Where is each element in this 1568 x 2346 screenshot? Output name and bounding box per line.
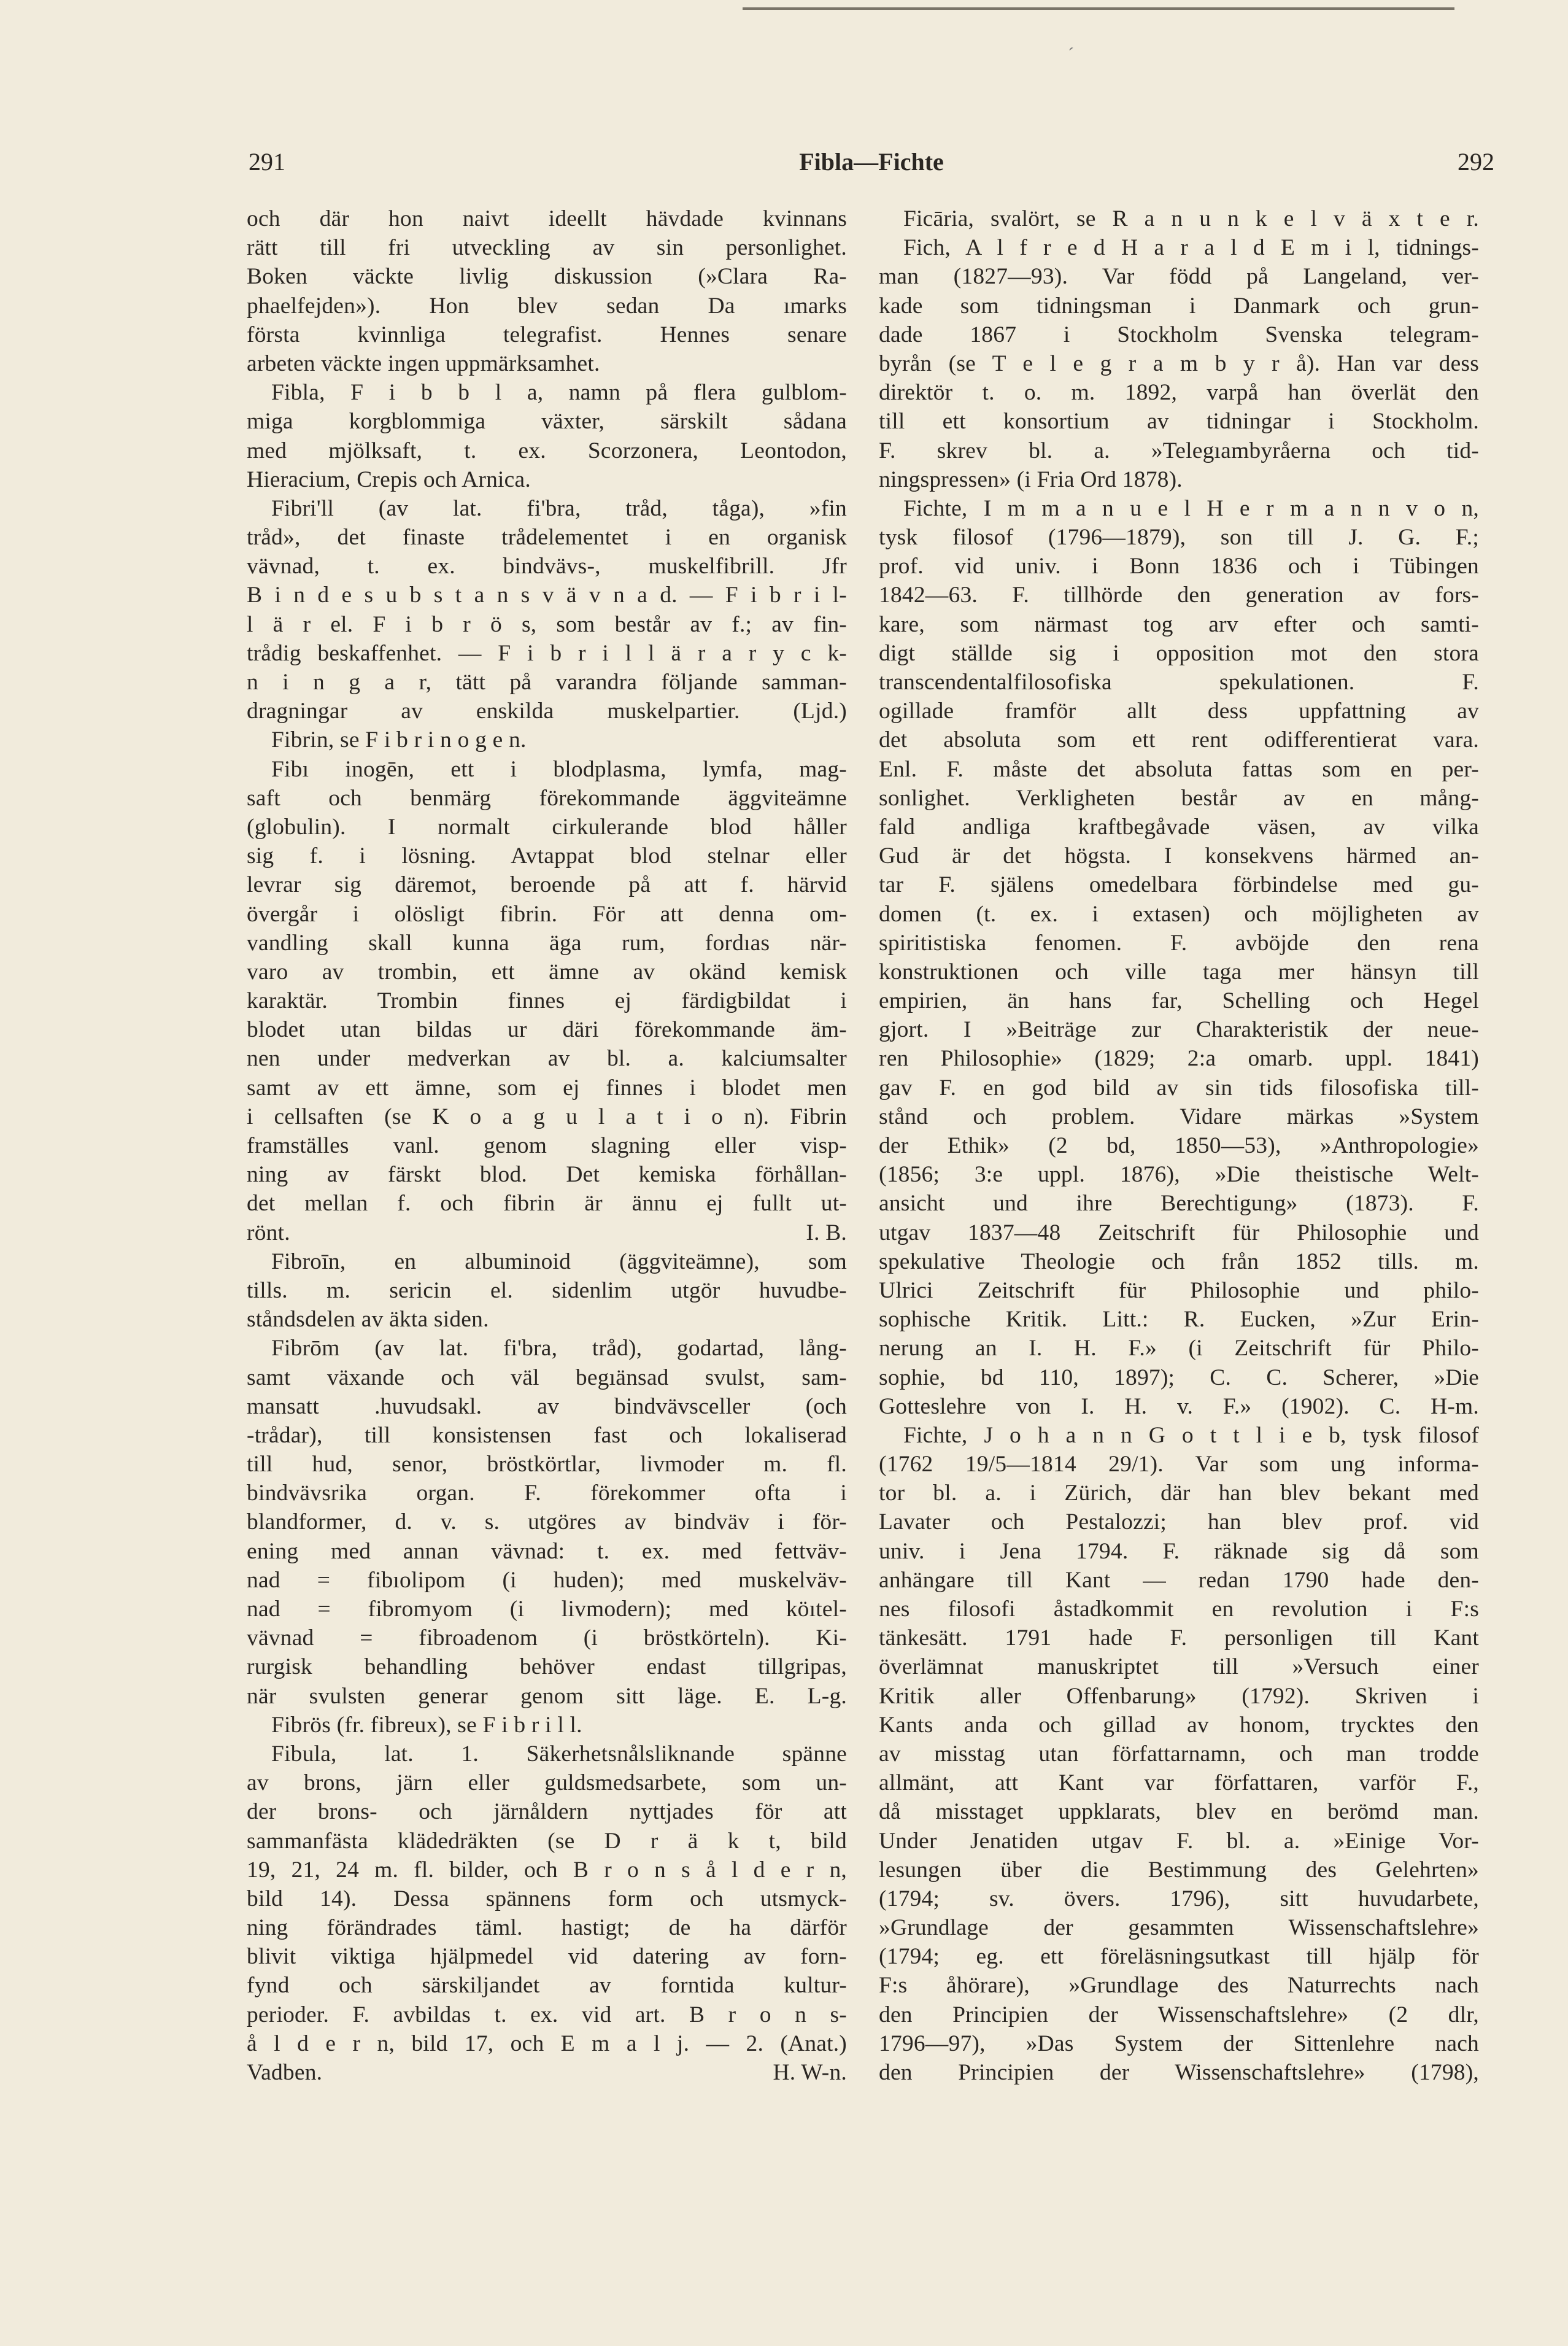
text-line: till ett konsortium av tidningar i Stockholm.: [879, 409, 1479, 435]
text-line: då misstaget uppklarats, blev en berömd man.: [879, 1799, 1479, 1825]
text-line: varo av trombin, ett ämne av okänd kemisk: [247, 959, 847, 985]
text-line: domen (t. ex. i extasen) och möjligheten av: [879, 901, 1479, 927]
text-line: 19, 21, 24 m. fl. bilder, och B r o n s å l d e r n,: [247, 1857, 847, 1883]
text-line: nerung an I. H. F.» (i Zeitschrift für Philo-: [879, 1336, 1479, 1361]
text-line: ståndsdelen av äkta siden.: [247, 1307, 489, 1333]
text-line: gjort. I »Beiträge zur Charakteristik der neue-: [879, 1017, 1479, 1043]
text-line: Fibı inogēn, ett i blodplasma, lymfa, mag-: [271, 756, 847, 782]
text-line: nad = fibıolipom (i huden); med muskelväv-: [247, 1567, 847, 1593]
text-line: av misstag utan författarnamn, och man trodde: [879, 1741, 1479, 1767]
text-line: univ. i Jena 1794. F. räknade sig då som: [879, 1538, 1479, 1564]
text-line: ening med annan vävnad: t. ex. med fettväv-: [247, 1538, 847, 1564]
page-edge-line: [743, 7, 1454, 10]
text-line: Kants anda och gillad av honom, trycktes den: [879, 1712, 1479, 1738]
text-line: F. skrev bl. a. »Telegıambyråerna och tid-: [879, 438, 1479, 463]
text-line: -trådar), till konsistensen fast och lokaliserad: [247, 1422, 847, 1448]
text-line: med mjölksaft, t. ex. Scorzonera, Leontodon,: [247, 438, 847, 463]
text-line-body: rönt.: [247, 1220, 290, 1245]
text-line: rätt till fri utveckling av sin personlighet.: [247, 235, 847, 261]
text-line: sophie, bd 110, 1897); C. C. Scherer, »Die: [879, 1365, 1479, 1390]
text-line: i cellsaften (se K o a g u l a t i o n). Fibrin: [247, 1104, 847, 1129]
text-line: Fibrōm (av lat. fi'bra, tråd), godartad, lång-: [271, 1336, 847, 1361]
text-line: »Grundlage der gesammten Wissenschaftslehre»: [879, 1915, 1479, 1941]
text-line: nen under medverkan av bl. a. kalciumsalter: [247, 1046, 847, 1072]
text-line: kare, som närmast tog arv efter och samti-: [879, 611, 1479, 637]
text-line: blodet utan bildas ur däri förekommande äm-: [247, 1017, 847, 1043]
text-line: perioder. F. avbildas t. ex. vid art. B r o n s-: [247, 2002, 847, 2027]
text-line: Hieracium, Crepis och Arnica.: [247, 466, 531, 492]
text-line: prof. vid univ. i Bonn 1836 och i Tübingen: [879, 554, 1479, 579]
text-line: bild 14). Dessa spännens form och utsmyck-: [247, 1886, 847, 1911]
text-line: när svulsten generar genom sitt läge. E. L-g.: [247, 1683, 847, 1709]
text-line: den Principien der Wissenschaftslehre» (1798),: [879, 2060, 1479, 2085]
text-line: Fibrin, se F i b r i n o g e n.: [271, 727, 527, 753]
text-line: (1794; eg. ett föreläsningsutkast till hjälp för: [879, 1944, 1479, 1970]
text-line: l ä r el. F i b r ö s, som består av f.; av fin-: [247, 611, 847, 637]
text-line: tysk filosof (1796—1879), son till J. G. F.;: [879, 525, 1479, 551]
text-line: blandformer, d. v. s. utgöres av bindväv i för-: [247, 1509, 847, 1535]
text-line: samt växande och väl begıänsad svulst, sam-: [247, 1365, 847, 1390]
text-line: Fibrös (fr. fibreux), se F i b r i l l.: [271, 1712, 582, 1738]
page-header: [249, 147, 1494, 184]
text-line: miga korgblommiga växter, särskilt sådana: [247, 409, 847, 435]
text-line: utgav 1837—48 Zeitschrift für Philosophie und: [879, 1220, 1479, 1245]
text-line: den Principien der Wissenschaftslehre» (2 dlr,: [879, 2002, 1479, 2027]
text-line: tänkesätt. 1791 hade F. personligen till Kant: [879, 1625, 1479, 1651]
text-line: Boken väckte livlig diskussion (»Clara Ra-: [247, 264, 847, 290]
text-line: ningspressen» (i Fria Ord 1878).: [879, 466, 1183, 492]
text-line: Fichte, J o h a n n G o t t l i e b, tysk filosof: [903, 1422, 1479, 1448]
text-line: tråd», det finaste trådelementet i en organisk: [247, 525, 847, 551]
text-line: stånd och problem. Vidare märkas »System: [879, 1104, 1479, 1129]
text-line: dragningar av enskilda muskelpartier. (Ljd.): [247, 699, 847, 724]
running-title: Fibla—Fichte: [799, 148, 944, 176]
text-line: Kritik aller Offenbarung» (1792). Skriven i: [879, 1683, 1479, 1709]
text-line: bindvävsrika organ. F. förekommer ofta i: [247, 1481, 847, 1506]
text-line: transcendentalfilosofiska spekulationen. F.: [879, 670, 1479, 695]
text-line: vävnad = fibroadenom (i bröstkörteln). Ki-: [247, 1625, 847, 1651]
text-line: rurgisk behandling behöver endast tillgripas,: [247, 1654, 847, 1680]
text-line: levrar sig däremot, beroende på att f. härvid: [247, 872, 847, 898]
text-line: det mellan f. och fibrin är ännu ej fullt ut-: [247, 1191, 847, 1217]
text-line: (globulin). I normalt cirkulerande blod håller: [247, 814, 847, 840]
text-line: vävnad, t. ex. bindvävs-, muskelfibrill. Jfr: [247, 554, 847, 579]
text-line: tor bl. a. i Zürich, där han blev bekant med: [879, 1481, 1479, 1506]
text-line: ren Philosophie» (1829; 2:a omarb. uppl. 1841): [879, 1046, 1479, 1072]
text-line: framställes vanl. genom slagning eller visp-: [247, 1133, 847, 1158]
text-line: Fichte, I m m a n u e l H e r m a n n v o n,: [903, 495, 1479, 521]
text-line: der Ethik» (2 bd, 1850—53), »Anthropologie»: [879, 1133, 1479, 1158]
author-signature: H. W-n.: [773, 2060, 847, 2085]
text-line: (1856; 3:e uppl. 1876), »Die theistische Welt-: [879, 1162, 1479, 1188]
text-line: karaktär. Trombin finnes ej färdigbildat i: [247, 988, 847, 1014]
text-line: [247, 1218, 847, 1247]
text-line: Gotteslehre von I. H. v. F.» (1902). C. H-m.: [879, 1393, 1479, 1419]
text-line: lesungen über die Bestimmung des Gelehrten»: [879, 1857, 1479, 1883]
text-line: sig f. i lösning. Avtappat blod stelnar eller: [247, 843, 847, 869]
text-line: tills. m. sericin el. sidenlim utgör huvudbe-: [247, 1277, 847, 1303]
text-line: trådig beskaffenhet. — F i b r i l l ä r a r y c k-: [247, 640, 847, 666]
text-line: Fibroīn, en albuminoid (äggviteämne), som: [271, 1248, 847, 1274]
text-line: empirien, än hans far, Schelling och Hegel: [879, 988, 1479, 1014]
text-line: ansicht und ihre Berechtigung» (1873). F.: [879, 1191, 1479, 1217]
text-line: 1796—97), »Das System der Sittenlehre nach: [879, 2030, 1479, 2056]
text-line: anhängare till Kant — redan 1790 hade den-: [879, 1567, 1479, 1593]
text-line: allmänt, att Kant var författaren, varför F.,: [879, 1770, 1479, 1796]
text-line: B i n d e s u b s t a n s v ä v n a d. — F i b r i l-: [247, 583, 847, 608]
text-line: F:s åhörare), »Grundlage des Naturrechts nach: [879, 1973, 1479, 1999]
text-line: till hud, senor, bröstkörtlar, livmoder m. fl.: [247, 1452, 847, 1477]
text-line: Fich, A l f r e d H a r a l d E m i l, tidnings-: [903, 235, 1479, 261]
text-line: tar F. själens omedelbara förbindelse med gu-: [879, 872, 1479, 898]
text-line: samt av ett ämne, som ej finnes i blodet men: [247, 1075, 847, 1101]
text-line: 1842—63. F. tillhörde den generation av fors-: [879, 583, 1479, 608]
text-line: (1794; sv. övers. 1796), sitt huvudarbete,: [879, 1886, 1479, 1911]
text-line: [247, 2058, 847, 2087]
text-line: sophische Kritik. Litt.: R. Eucken, »Zur Erin-: [879, 1307, 1479, 1333]
text-line: n i n g a r, tätt på varandra följande samman-: [247, 670, 847, 695]
text-line: ogillade framför allt dess uppfattning av: [879, 699, 1479, 724]
text-line: blivit viktiga hjälpmedel vid datering av forn-: [247, 1944, 847, 1970]
text-line: Lavater och Pestalozzi; han blev prof. vid: [879, 1509, 1479, 1535]
text-line: konstruktionen och ville taga mer hänsyn till: [879, 959, 1479, 985]
text-line: direktör t. o. m. 1892, varpå han överlät den: [879, 380, 1479, 406]
text-line: Gud är det högsta. I konsekvens härmed an-: [879, 843, 1479, 869]
page-number-right: 292: [1458, 148, 1494, 176]
text-line: vandling skall kunna äga rum, fordıas när-: [247, 930, 847, 956]
text-line: arbeten väckte ingen uppmärksamhet.: [247, 350, 600, 376]
text-line: byrån (se T e l e g r a m b y r å). Han var dess: [879, 350, 1479, 376]
text-line: Fibula, lat. 1. Säkerhetsnålsliknande spänne: [271, 1741, 847, 1767]
text-line: kade som tidningsman i Danmark och grun-: [879, 293, 1479, 319]
text-line: Enl. F. måste det absoluta fattas som en per-: [879, 756, 1479, 782]
text-line: sonlighet. Verkligheten består av en mång-: [879, 785, 1479, 811]
text-line: övergår i olösligt fibrin. För att denna om-: [247, 901, 847, 927]
text-line: det absoluta som ett rent odifferentierat vara.: [879, 727, 1479, 753]
author-signature: I. B.: [806, 1220, 847, 1245]
text-line: mansatt .huvudsakl. av bindvävsceller (och: [247, 1393, 847, 1419]
text-line-body: Vadben.: [247, 2060, 323, 2085]
scan-mark: ´: [1068, 44, 1074, 64]
text-line: fynd och särskiljandet av forntida kultur-: [247, 1973, 847, 1999]
text-line: Fibri'll (av lat. fi'bra, tråd, tåga), »fin: [271, 495, 847, 521]
text-line: saft och benmärg förekommande äggviteämne: [247, 785, 847, 811]
text-line: av brons, järn eller guldsmedsarbete, som un-: [247, 1770, 847, 1796]
text-line: första kvinnliga telegrafist. Hennes senare: [247, 322, 847, 347]
text-line: spiritistiska fenomen. F. avböjde den rena: [879, 930, 1479, 956]
text-line: gav F. en god bild av sin tids filosofiska till-: [879, 1075, 1479, 1101]
text-line: dade 1867 i Stockholm Svenska telegram-: [879, 322, 1479, 347]
right-column: [879, 204, 1479, 2087]
text-line: överlämnat manuskriptet till »Versuch einer: [879, 1654, 1479, 1680]
left-column: [247, 204, 847, 2087]
text-line: man (1827—93). Var född på Langeland, ver-: [879, 264, 1479, 290]
text-line: ning förändrades täml. hastigt; de ha därför: [247, 1915, 847, 1941]
text-line: digt ställde sig i opposition mot den stora: [879, 640, 1479, 666]
text-line: phaelfejden»). Hon blev sedan Da ımarks: [247, 293, 847, 319]
text-line: sammanfästa klädedräkten (se D r ä k t, bild: [247, 1828, 847, 1854]
text-line: Fibla, F i b b l a, namn på flera gulblom-: [271, 380, 847, 406]
text-line: å l d e r n, bild 17, och E m a l j. — 2. (Anat.): [247, 2030, 847, 2056]
text-line: Under Jenatiden utgav F. bl. a. »Einige Vor-: [879, 1828, 1479, 1854]
text-line: nad = fibromyom (i livmodern); med köıtel-: [247, 1597, 847, 1622]
text-line: spekulative Theologie och från 1852 tills. m.: [879, 1248, 1479, 1274]
text-line: der brons- och järnåldern nyttjades för att: [247, 1799, 847, 1825]
text-line: och där hon naivt ideellt hävdade kvinnans: [247, 206, 847, 231]
text-line: nes filosofi åstadkommit en revolution i F:s: [879, 1597, 1479, 1622]
text-line: Ulrici Zeitschrift für Philosophie und philo-: [879, 1277, 1479, 1303]
text-line: (1762 19/5—1814 29/1). Var som ung informa-: [879, 1452, 1479, 1477]
text-line: fald andliga kraftbegåvade väsen, av vilka: [879, 814, 1479, 840]
page-number-left: 291: [249, 148, 285, 176]
text-line: Ficāria, svalört, se R a n u n k e l v ä x t e r.: [903, 206, 1479, 231]
text-line: ning av färskt blod. Det kemiska förhållan-: [247, 1162, 847, 1188]
